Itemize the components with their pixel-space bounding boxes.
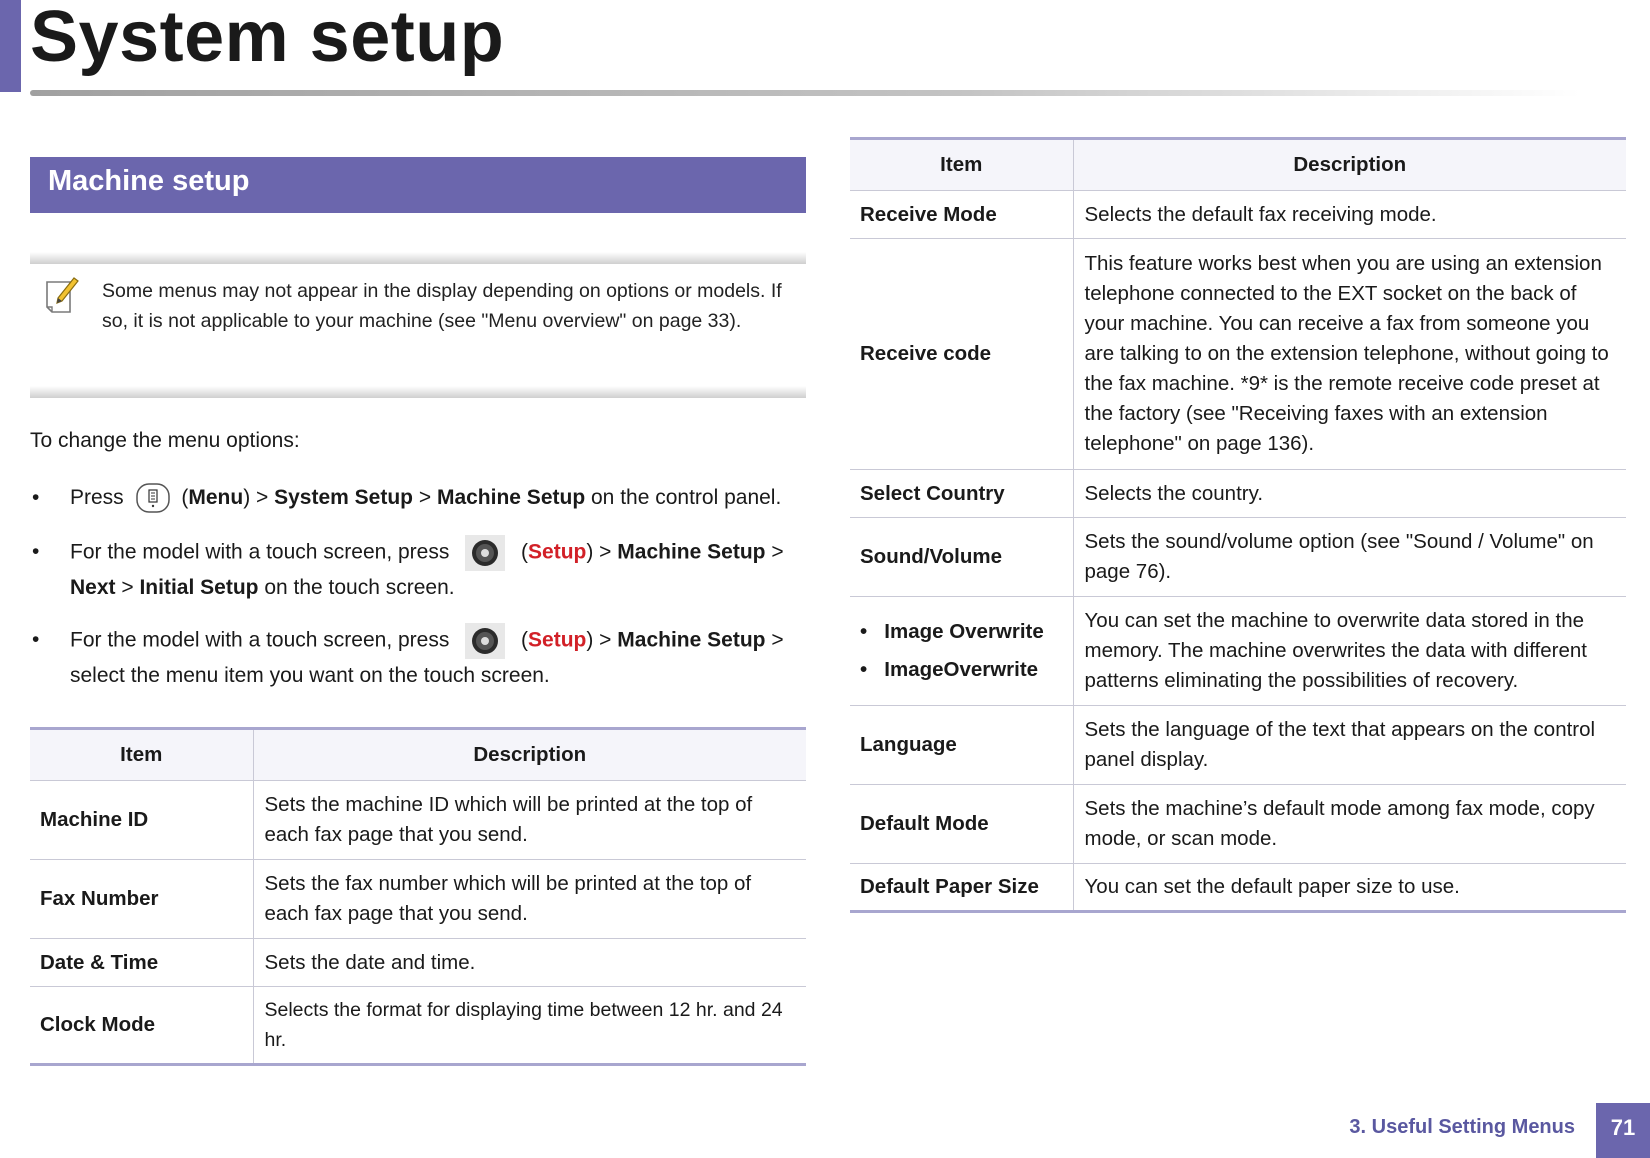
row-item: Receive code [850,239,1073,470]
row-item: Select Country [850,470,1073,518]
row-description: Sets the date and time. [264,950,476,974]
list-item-label: ImageOverwrite [884,658,1039,681]
row-item: Default Mode [850,785,1073,864]
table-row [30,860,806,939]
note-top-rule [30,252,806,264]
table-row [850,597,1626,706]
step-1-content: Press (Menu) > System Setup > Machine Setup on the control panel. [70,481,812,514]
row-item: Default Paper Size [850,864,1073,912]
row-item: Sound/Volume [850,518,1073,597]
row-item: Date & Time [30,939,253,987]
step-2-prefix: For the model with a touch screen, press [70,540,450,564]
note-box [30,252,806,398]
column-header-description: Description [253,729,806,781]
step-2-content: For the model with a touch screen, press (Setup) > Machine Setup > Next > Initial Setup on the touch screen. [70,535,812,604]
machine-setup-label: Machine Setup [436,486,586,509]
row-description: You can set the machine to overwrite data stored in the memory. The machine overwrites the data with different patterns eliminating the possibilities of recovery. [1084,609,1587,692]
section-title: Machine setup [48,165,250,197]
row-item: Machine ID [30,781,253,860]
bullet-dot: • [32,540,40,563]
machine-setup-label: Machine Setup [617,540,766,564]
system-setup-label: System Setup [274,486,414,509]
row-description: Sets the machine ID which will be printed at the top of each fax page that you send. [264,793,753,846]
column-header-item: Item [850,139,1073,191]
step-3-prefix: For the model with a touch screen, press [70,628,450,652]
table-header-row [30,729,806,781]
row-description: This feature works best when you are using an extension telephone connected to the EXT socket on the back of your machine. You can receive a fax from someone you are talking to on the extension telephone, without going to the fax machine. *9* is the remote receive code preset at the factory (see "Receiving faxes with an extension telephone" on page 136). [1084,252,1609,455]
step-2 [32,535,812,605]
right-settings-table [850,137,1626,913]
setup-gear-icon [465,535,505,571]
initial-setup-label: Initial Setup [139,576,259,599]
left-settings-table [30,727,806,1066]
step-1-suffix: on the control panel. [591,486,782,509]
table-header-row [850,139,1626,191]
row-item: Clock Mode [30,987,253,1065]
table-row [850,518,1626,597]
setup-label: Setup [528,628,587,652]
row-description: Sets the machine’s default mode among fax mode, copy mode, or scan mode. [1084,797,1595,850]
page-title: System setup [30,0,505,77]
column-header-item: Item [30,729,253,781]
intro-text: To change the menu options: [30,429,300,452]
title-divider [30,90,1580,96]
row-description: You can set the default paper size to use. [1084,875,1460,898]
list-item-label: Image Overwrite [884,620,1044,643]
step-1-press: Press [70,486,124,509]
table-row [30,987,806,1065]
bullet-dot: • [32,486,40,509]
table-row [850,239,1626,470]
page-number: 71 [1596,1103,1650,1158]
step-2-suffix: on the touch screen. [264,576,455,599]
step-3-content: For the model with a touch screen, press (Setup) > Machine Setup > select the menu item you want on the touch screen. [70,623,812,692]
column-header-description: Description [1073,139,1626,191]
row-item: Language [850,706,1073,785]
row-description: Selects the country. [1084,481,1264,505]
table-row [850,191,1626,239]
step-3 [32,623,812,693]
row-item: Fax Number [30,860,253,939]
table-row [850,470,1626,518]
next-label: Next [70,576,116,599]
row-description: Selects the format for displaying time between 12 hr. and 24 hr. [264,999,783,1051]
menu-button-icon [136,483,170,513]
table-row [850,785,1626,864]
chapter-label: 3. Useful Setting Menus [1349,1116,1575,1138]
setup-gear-icon [465,623,505,659]
table-row [30,939,806,987]
note-bottom-rule [30,386,806,398]
table-row [850,864,1626,912]
title-accent-bar [0,0,21,92]
row-description: Selects the default fax receiving mode. [1084,202,1437,226]
row-description: Sets the sound/volume option (see "Sound / Volume" on page 76). [1084,530,1594,583]
machine-setup-label: Machine Setup [617,628,766,652]
step-3-suffix: select the menu item you want on the touch screen. [70,664,550,687]
bullet-dot: • [32,628,40,651]
note-text: Some menus may not appear in the display depending on options or models. If so, it is not applicable to your machine (see "Menu overview" on page 33). [102,280,782,332]
list-item: • Image Overwrite [860,620,1044,643]
setup-label: Setup [528,540,587,564]
menu-label: Menu [188,486,244,509]
row-item: Receive Mode [850,191,1073,239]
row-item-list [850,597,1073,706]
list-item: • ImageOverwrite [860,658,1039,681]
pencil-note-icon [44,274,80,316]
table-row [850,706,1626,785]
row-description: Sets the language of the text that appears on the control panel display. [1084,718,1596,771]
table-row [30,781,806,860]
section-header [30,157,806,213]
row-description: Sets the fax number which will be printed at the top of each fax page that you send. [264,872,752,925]
